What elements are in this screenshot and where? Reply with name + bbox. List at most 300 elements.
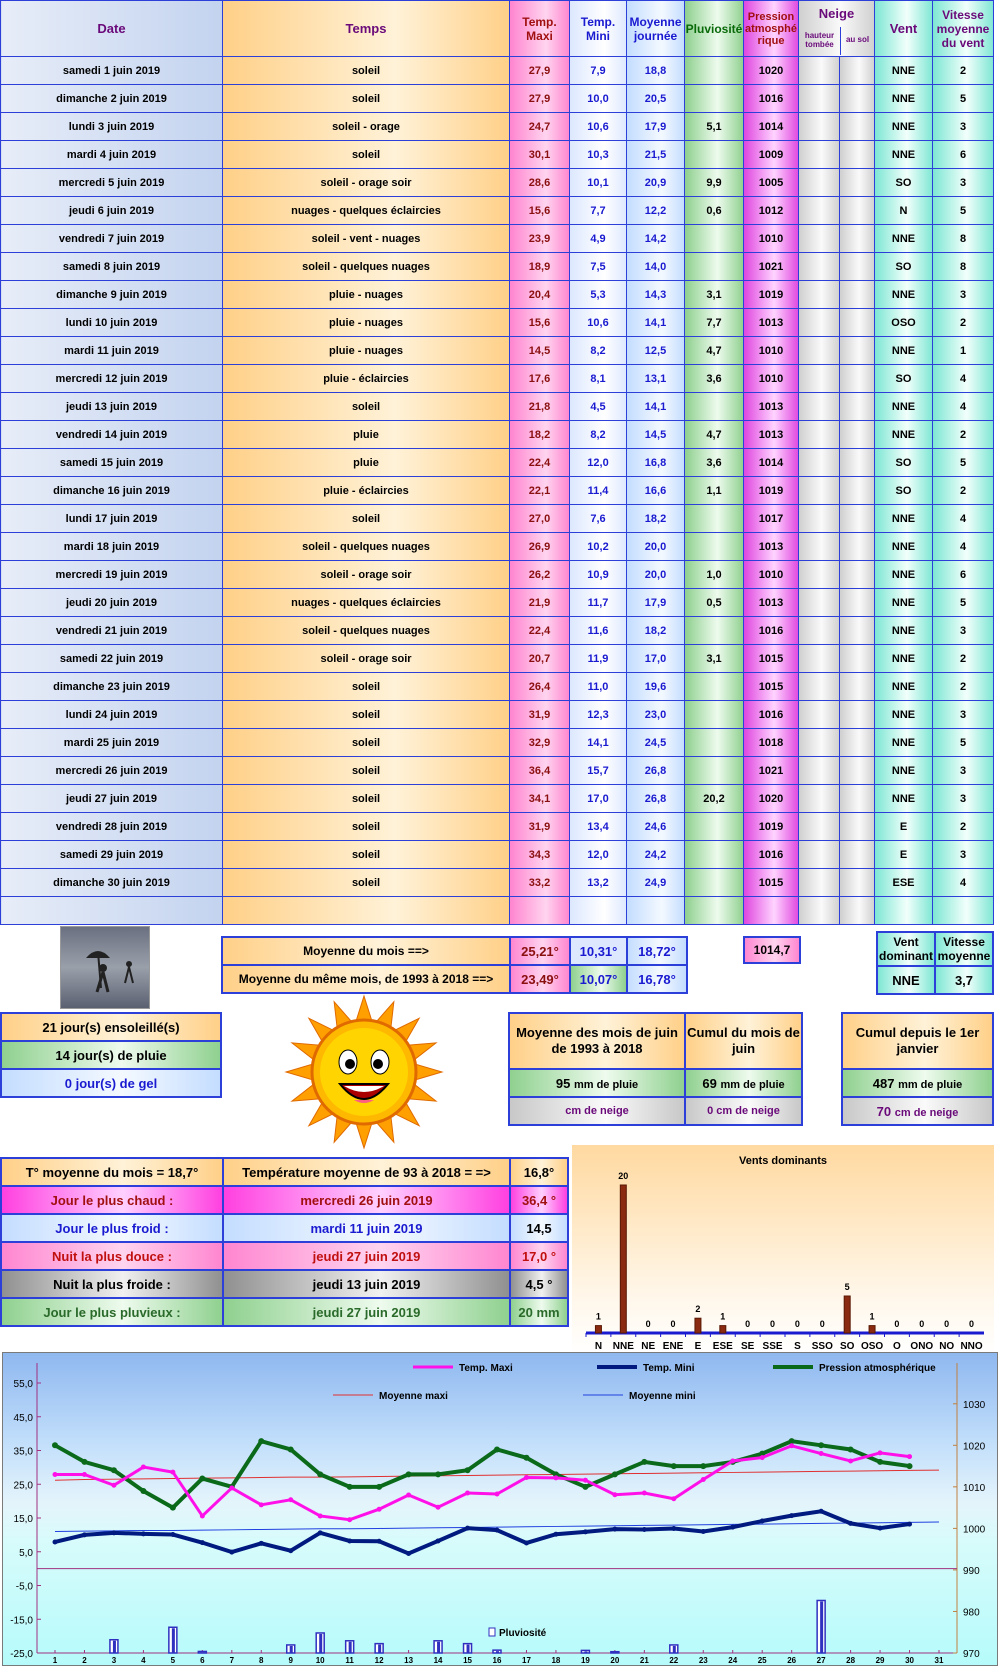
vent-dominant-label: Vent dominant (877, 932, 935, 966)
x-tick-label: 16 (492, 1656, 502, 1665)
cell-neige-sol (840, 57, 875, 85)
cell-moyenne: 17,9 (627, 113, 685, 141)
cell-temps: nuages - quelques éclaircies (223, 589, 510, 617)
cell-temp-min: 12,0 (570, 841, 627, 869)
monthly-average-table (221, 936, 688, 994)
cell-pluviosite (685, 813, 744, 841)
cell-date: lundi 24 juin 2019 (1, 701, 223, 729)
cell-pression: 1013 (744, 309, 799, 337)
moy-juin-pluie-val: 95 (555, 1075, 571, 1091)
cell-pression: 1019 (744, 813, 799, 841)
y2-tick-label: 970 (963, 1649, 980, 1660)
header-vitesse: Vitesse moyenne du vent (933, 1, 994, 57)
table-row (1, 449, 994, 477)
cell-temp-max: 18,2 (510, 421, 570, 449)
cell-neige-hauteur (799, 281, 840, 309)
wind-value-label: 0 (770, 1319, 776, 1329)
x-tick-label: 2 (82, 1656, 87, 1665)
cell-date: mardi 4 juin 2019 (1, 141, 223, 169)
rain-bar-fill (113, 1641, 116, 1653)
cell-neige-hauteur (799, 505, 840, 533)
cell-pluviosite: 1,1 (685, 477, 744, 505)
temp-min-point (642, 1527, 647, 1532)
cell-vitesse: 5 (933, 85, 994, 113)
temp-max-point (200, 1513, 205, 1518)
cell-temps: soleil - quelques nuages (223, 617, 510, 645)
x-tick-label: 3 (111, 1656, 117, 1665)
cell-neige-hauteur (799, 757, 840, 785)
cell-vitesse: 3 (933, 701, 994, 729)
header-date: Date (1, 1, 223, 57)
y-tick-label: 25,0 (13, 1480, 33, 1492)
cell-temps: soleil (223, 701, 510, 729)
rain-bar-fill (290, 1646, 293, 1653)
cell-temp-max: 21,8 (510, 393, 570, 421)
pression-point (199, 1476, 205, 1482)
y-tick-label: 5,0 (19, 1547, 33, 1559)
cell-pression: 1016 (744, 617, 799, 645)
cell-date: lundi 17 juin 2019 (1, 505, 223, 533)
wind-value-label: 5 (844, 1282, 850, 1292)
table-row (1, 589, 994, 617)
cell-date: dimanche 23 juin 2019 (1, 673, 223, 701)
temp-min-point (288, 1548, 293, 1553)
cell-neige-hauteur (799, 673, 840, 701)
wind-category-label: O (893, 1341, 901, 1352)
temp-min-point (82, 1532, 87, 1537)
wind-value-label: 0 (645, 1319, 651, 1329)
cell-date: jeudi 20 juin 2019 (1, 589, 223, 617)
cell-vent: NNE (875, 673, 933, 701)
cell-temps: pluie (223, 449, 510, 477)
record-label: T° moyenne du mois = 18,7° (1, 1158, 223, 1186)
cell-vent: NNE (875, 785, 933, 813)
cell-vent: SO (875, 169, 933, 197)
cell-temp-min: 7,6 (570, 505, 627, 533)
cell-temp-min: 15,7 (570, 757, 627, 785)
cell-pression: 1020 (744, 57, 799, 85)
wind-value-label: 1 (720, 1311, 726, 1322)
cell-neige-sol (840, 309, 875, 337)
annual-cumul-table (841, 1012, 994, 1126)
cell-pluviosite (685, 729, 744, 757)
cell-vitesse: 2 (933, 309, 994, 337)
cell-neige-hauteur (799, 393, 840, 421)
wind-bar-SO (844, 1296, 850, 1333)
cell-vitesse: 4 (933, 869, 994, 897)
table-row (1, 141, 994, 169)
cell-temps: soleil (223, 729, 510, 757)
cell-temps: soleil - orage soir (223, 561, 510, 589)
cell-neige-sol (840, 225, 875, 253)
records-table (0, 1157, 569, 1327)
cell-temp-max: 24,7 (510, 113, 570, 141)
cell-temp-min: 11,0 (570, 673, 627, 701)
record-amount: 36,4 ° (510, 1186, 568, 1214)
cell-temps: soleil (223, 813, 510, 841)
cell-date: jeudi 27 juin 2019 (1, 785, 223, 813)
x-tick-label: 6 (200, 1656, 205, 1665)
legend-label: Temp. Mini (643, 1363, 695, 1374)
cumul-mois-pluie-val: 69 (702, 1075, 717, 1091)
cell-vent: NNE (875, 393, 933, 421)
cell-vent: NNE (875, 225, 933, 253)
header-temp-min: Temp. Mini (570, 1, 627, 57)
cell-temp-max: 23,9 (510, 225, 570, 253)
cell-neige-hauteur (799, 813, 840, 841)
cell-temps: soleil (223, 141, 510, 169)
temp-min-point (524, 1540, 529, 1545)
cell-date: mercredi 19 juin 2019 (1, 561, 223, 589)
cell-pluviosite (685, 141, 744, 169)
cell-temp-min: 11,4 (570, 477, 627, 505)
cell-neige-sol (840, 85, 875, 113)
cell-temp-max: 36,4 (510, 757, 570, 785)
legend-label: Pression atmosphérique (819, 1363, 936, 1374)
cell-vent: NNE (875, 57, 933, 85)
temp-min-point (789, 1513, 794, 1518)
y-tick-label: 45,0 (13, 1412, 33, 1424)
temp-max-point (730, 1458, 735, 1463)
cumul-mois-pluie-unit: mm de pluie (720, 1078, 785, 1091)
cell-temp-max: 22,1 (510, 477, 570, 505)
wind-summary-table (876, 931, 994, 995)
cell-moyenne: 16,6 (627, 477, 685, 505)
cell-temp-max: 27,9 (510, 85, 570, 113)
wind-value-label: 0 (919, 1319, 925, 1329)
cell-vent: ESE (875, 869, 933, 897)
record-label: Jour le plus chaud : (1, 1186, 223, 1214)
wind-category-label: SSO (811, 1341, 833, 1352)
cell-pression: 1013 (744, 589, 799, 617)
cell-date: dimanche 30 juin 2019 (1, 869, 223, 897)
cell-pluviosite (685, 85, 744, 113)
cell-neige-sol (840, 701, 875, 729)
cell-vent: N (875, 197, 933, 225)
cell-neige-hauteur (799, 617, 840, 645)
cell-vitesse: 4 (933, 505, 994, 533)
cell-moyenne: 20,5 (627, 85, 685, 113)
cell-neige-sol (840, 617, 875, 645)
cell-pression: 1021 (744, 757, 799, 785)
cell-temp-max: 32,9 (510, 729, 570, 757)
cell-temps: pluie - nuages (223, 281, 510, 309)
temperature-chart (2, 1352, 998, 1666)
cell-moyenne: 12,2 (627, 197, 685, 225)
cell-date: dimanche 2 juin 2019 (1, 85, 223, 113)
temp-min-point (730, 1525, 735, 1530)
cumul-mois-neige: 0 cm de neige (685, 1097, 802, 1125)
record-amount: 20 mm (510, 1298, 568, 1326)
wind-value-label: 0 (670, 1319, 676, 1329)
cell-temps: soleil - quelques nuages (223, 253, 510, 281)
temp-min-point (377, 1539, 382, 1544)
table-row (1, 701, 994, 729)
cell-vitesse: 3 (933, 169, 994, 197)
table-row (1, 421, 994, 449)
cell-date: samedi 8 juin 2019 (1, 253, 223, 281)
cell-pression: 1013 (744, 533, 799, 561)
cell-neige-hauteur (799, 309, 840, 337)
cell-temps: soleil (223, 757, 510, 785)
cell-pluviosite (685, 253, 744, 281)
cell-temp-min: 10,6 (570, 113, 627, 141)
y-tick-label: 15,0 (13, 1514, 33, 1525)
temp-max-point (111, 1483, 116, 1488)
cell-temp-min: 17,0 (570, 785, 627, 813)
cell-empty (875, 897, 933, 925)
cell-pression: 1015 (744, 869, 799, 897)
temp-max-point (671, 1496, 676, 1501)
cell-temps: soleil (223, 57, 510, 85)
rain-bar-fill (319, 1634, 322, 1653)
x-tick-label: 30 (905, 1656, 914, 1665)
cell-pluviosite: 1,0 (685, 561, 744, 589)
cell-pression: 1015 (744, 645, 799, 673)
record-row-t-moyenne (1, 1158, 568, 1186)
y-tick-label: 55,0 (13, 1379, 33, 1390)
cell-date: vendredi 21 juin 2019 (1, 617, 223, 645)
temp-max-point (259, 1502, 264, 1507)
x-tick-label: 27 (816, 1656, 826, 1665)
legend-label: Temp. Maxi (459, 1363, 513, 1374)
moy-mois-min: 10,31° (570, 937, 627, 965)
cell-neige-sol (840, 533, 875, 561)
cell-temp-min: 13,2 (570, 869, 627, 897)
wind-value-label: 1 (595, 1311, 601, 1322)
cell-vitesse: 3 (933, 757, 994, 785)
cell-moyenne: 26,8 (627, 757, 685, 785)
rain-bar-fill (349, 1642, 352, 1653)
temp-max-point (878, 1450, 883, 1455)
cell-neige-sol (840, 337, 875, 365)
x-tick-label: 28 (846, 1656, 856, 1665)
x-tick-label: 4 (141, 1656, 146, 1665)
cell-pluviosite: 7,7 (685, 309, 744, 337)
wind-value-label: 0 (819, 1319, 825, 1329)
cell-vent: NNE (875, 645, 933, 673)
cell-temps: soleil (223, 673, 510, 701)
cell-vitesse: 5 (933, 589, 994, 617)
cell-temps: soleil - orage soir (223, 169, 510, 197)
wind-category-label: OSO (860, 1341, 884, 1352)
cell-neige-sol (840, 253, 875, 281)
temp-min-point (465, 1526, 470, 1531)
cell-vent: NNE (875, 337, 933, 365)
table-row (1, 785, 994, 813)
temp-max-point (347, 1517, 352, 1522)
rain-bar-fill (467, 1645, 470, 1653)
cell-temps: pluie (223, 421, 510, 449)
x-tick-label: 8 (259, 1656, 264, 1665)
wind-category-label: S (794, 1341, 801, 1352)
cell-vitesse: 6 (933, 141, 994, 169)
cell-moyenne: 24,6 (627, 813, 685, 841)
cell-vent: NNE (875, 589, 933, 617)
table-row (1, 757, 994, 785)
temp-min-point (553, 1532, 558, 1537)
cell-vent: SO (875, 365, 933, 393)
pression-point (612, 1471, 618, 1477)
table-row (1, 197, 994, 225)
temp-min-point (848, 1521, 853, 1526)
series-moyenne-maxi (55, 1470, 939, 1480)
cell-neige-hauteur (799, 169, 840, 197)
table-row-empty (1, 897, 994, 925)
cell-moyenne: 14,1 (627, 309, 685, 337)
record-amount: 16,8° (510, 1158, 568, 1186)
cell-neige-sol (840, 393, 875, 421)
cell-temp-min: 13,4 (570, 813, 627, 841)
cell-temp-max: 27,9 (510, 57, 570, 85)
record-value: jeudi 13 juin 2019 (223, 1270, 510, 1298)
cell-neige-hauteur (799, 645, 840, 673)
record-label: Jour le plus froid : (1, 1214, 223, 1242)
moy-mois-max: 25,21° (510, 937, 570, 965)
smiling-sun-icon (282, 992, 446, 1152)
cell-moyenne: 18,8 (627, 57, 685, 85)
temp-max-point (553, 1475, 558, 1480)
rain-bar-fill (201, 1652, 204, 1653)
temp-min-point (878, 1526, 883, 1531)
x-tick-label: 11 (345, 1656, 354, 1665)
cell-moyenne: 14,0 (627, 253, 685, 281)
cell-temp-min: 8,2 (570, 421, 627, 449)
cell-neige-hauteur (799, 141, 840, 169)
cell-date: samedi 1 juin 2019 (1, 57, 223, 85)
cell-pluviosite: 3,6 (685, 449, 744, 477)
pression-point (465, 1467, 471, 1473)
cell-pluviosite: 3,6 (685, 365, 744, 393)
cell-neige-sol (840, 561, 875, 589)
umbrella-figure-icon (61, 928, 149, 1008)
cell-date: vendredi 7 juin 2019 (1, 225, 223, 253)
header-neige-label: Neige (818, 6, 855, 21)
cell-pression: 1014 (744, 113, 799, 141)
cell-temp-max: 34,1 (510, 785, 570, 813)
cell-neige-sol (840, 841, 875, 869)
table-row (1, 617, 994, 645)
cell-temp-max: 26,9 (510, 533, 570, 561)
x-tick-label: 31 (934, 1656, 944, 1665)
cell-moyenne: 26,8 (627, 785, 685, 813)
cell-moyenne: 19,6 (627, 673, 685, 701)
cell-neige-hauteur (799, 57, 840, 85)
cell-vitesse: 8 (933, 225, 994, 253)
wind-category-label: SSE (762, 1341, 783, 1352)
cell-pression: 1019 (744, 477, 799, 505)
cell-pression: 1005 (744, 169, 799, 197)
cell-neige-hauteur (799, 225, 840, 253)
table-row (1, 813, 994, 841)
y2-tick-label: 1010 (963, 1482, 986, 1494)
y-tick-label: -25,0 (10, 1649, 33, 1660)
cell-neige-hauteur (799, 365, 840, 393)
cell-neige-sol (840, 673, 875, 701)
cell-moyenne: 14,5 (627, 421, 685, 449)
cell-vent: OSO (875, 309, 933, 337)
wind-value-label: 1 (869, 1311, 875, 1322)
cell-neige-sol (840, 729, 875, 757)
cell-vitesse: 2 (933, 421, 994, 449)
temp-min-point (612, 1527, 617, 1532)
moy-ref-label: Moyenne du même mois, de 1993 à 2018 ==> (222, 965, 510, 993)
y2-tick-label: 1020 (963, 1441, 986, 1453)
cell-temps: soleil (223, 869, 510, 897)
cell-vitesse: 5 (933, 449, 994, 477)
cell-vitesse: 6 (933, 561, 994, 589)
cell-vent: NNE (875, 281, 933, 309)
cell-moyenne: 24,9 (627, 869, 685, 897)
cell-temp-max: 15,6 (510, 197, 570, 225)
x-tick-label: 17 (522, 1656, 531, 1665)
cell-neige-hauteur (799, 533, 840, 561)
cell-vent: NNE (875, 113, 933, 141)
cell-pluviosite: 5,1 (685, 113, 744, 141)
cell-pluviosite (685, 505, 744, 533)
precip-cumul-table (508, 1012, 803, 1126)
cell-pluviosite (685, 701, 744, 729)
cell-temps: nuages - quelques éclaircies (223, 197, 510, 225)
cell-moyenne: 17,0 (627, 645, 685, 673)
cell-empty (510, 897, 570, 925)
cell-vitesse: 3 (933, 785, 994, 813)
cell-pression: 1013 (744, 393, 799, 421)
moy-mois-jour: 18,72° (627, 937, 687, 965)
record-row-nuit-plus-froide (1, 1270, 568, 1298)
moy-juin-label: Moyenne des mois de juin de 1993 à 2018 (509, 1013, 685, 1069)
cell-date: jeudi 6 juin 2019 (1, 197, 223, 225)
temp-max-point (819, 1451, 824, 1456)
table-row (1, 309, 994, 337)
cell-vitesse: 2 (933, 673, 994, 701)
table-row (1, 729, 994, 757)
cell-neige-hauteur (799, 589, 840, 617)
cell-moyenne: 18,2 (627, 505, 685, 533)
pression-point (671, 1463, 677, 1469)
x-tick-label: 12 (374, 1656, 384, 1665)
cell-temp-min: 12,0 (570, 449, 627, 477)
cell-neige-sol (840, 785, 875, 813)
cell-temp-max: 26,4 (510, 673, 570, 701)
cell-moyenne: 24,2 (627, 841, 685, 869)
cell-vitesse: 1 (933, 337, 994, 365)
cell-temp-min: 10,3 (570, 141, 627, 169)
cell-temps: soleil - orage soir (223, 645, 510, 673)
cell-temps: soleil - vent - nuages (223, 225, 510, 253)
record-value: mercredi 26 juin 2019 (223, 1186, 510, 1214)
cell-pression: 1016 (744, 85, 799, 113)
rain-bar-fill (172, 1628, 175, 1653)
record-row-jour-plus-froid (1, 1214, 568, 1242)
pression-point (700, 1463, 706, 1469)
cell-date: vendredi 28 juin 2019 (1, 813, 223, 841)
temp-min-point (907, 1522, 912, 1527)
cell-pression: 1010 (744, 561, 799, 589)
cell-temp-max: 22,4 (510, 449, 570, 477)
temp-max-point (848, 1458, 853, 1463)
x-tick-label: 29 (875, 1656, 885, 1665)
record-label: Nuit la plus douce : (1, 1242, 223, 1270)
cell-neige-hauteur (799, 785, 840, 813)
cell-temp-max: 30,1 (510, 141, 570, 169)
rain-bar-fill (378, 1645, 381, 1653)
cell-neige-sol (840, 813, 875, 841)
cell-pression: 1009 (744, 141, 799, 169)
record-value: Température moyenne de 93 à 2018 = => (223, 1158, 510, 1186)
cell-temp-max: 17,6 (510, 365, 570, 393)
table-row (1, 337, 994, 365)
